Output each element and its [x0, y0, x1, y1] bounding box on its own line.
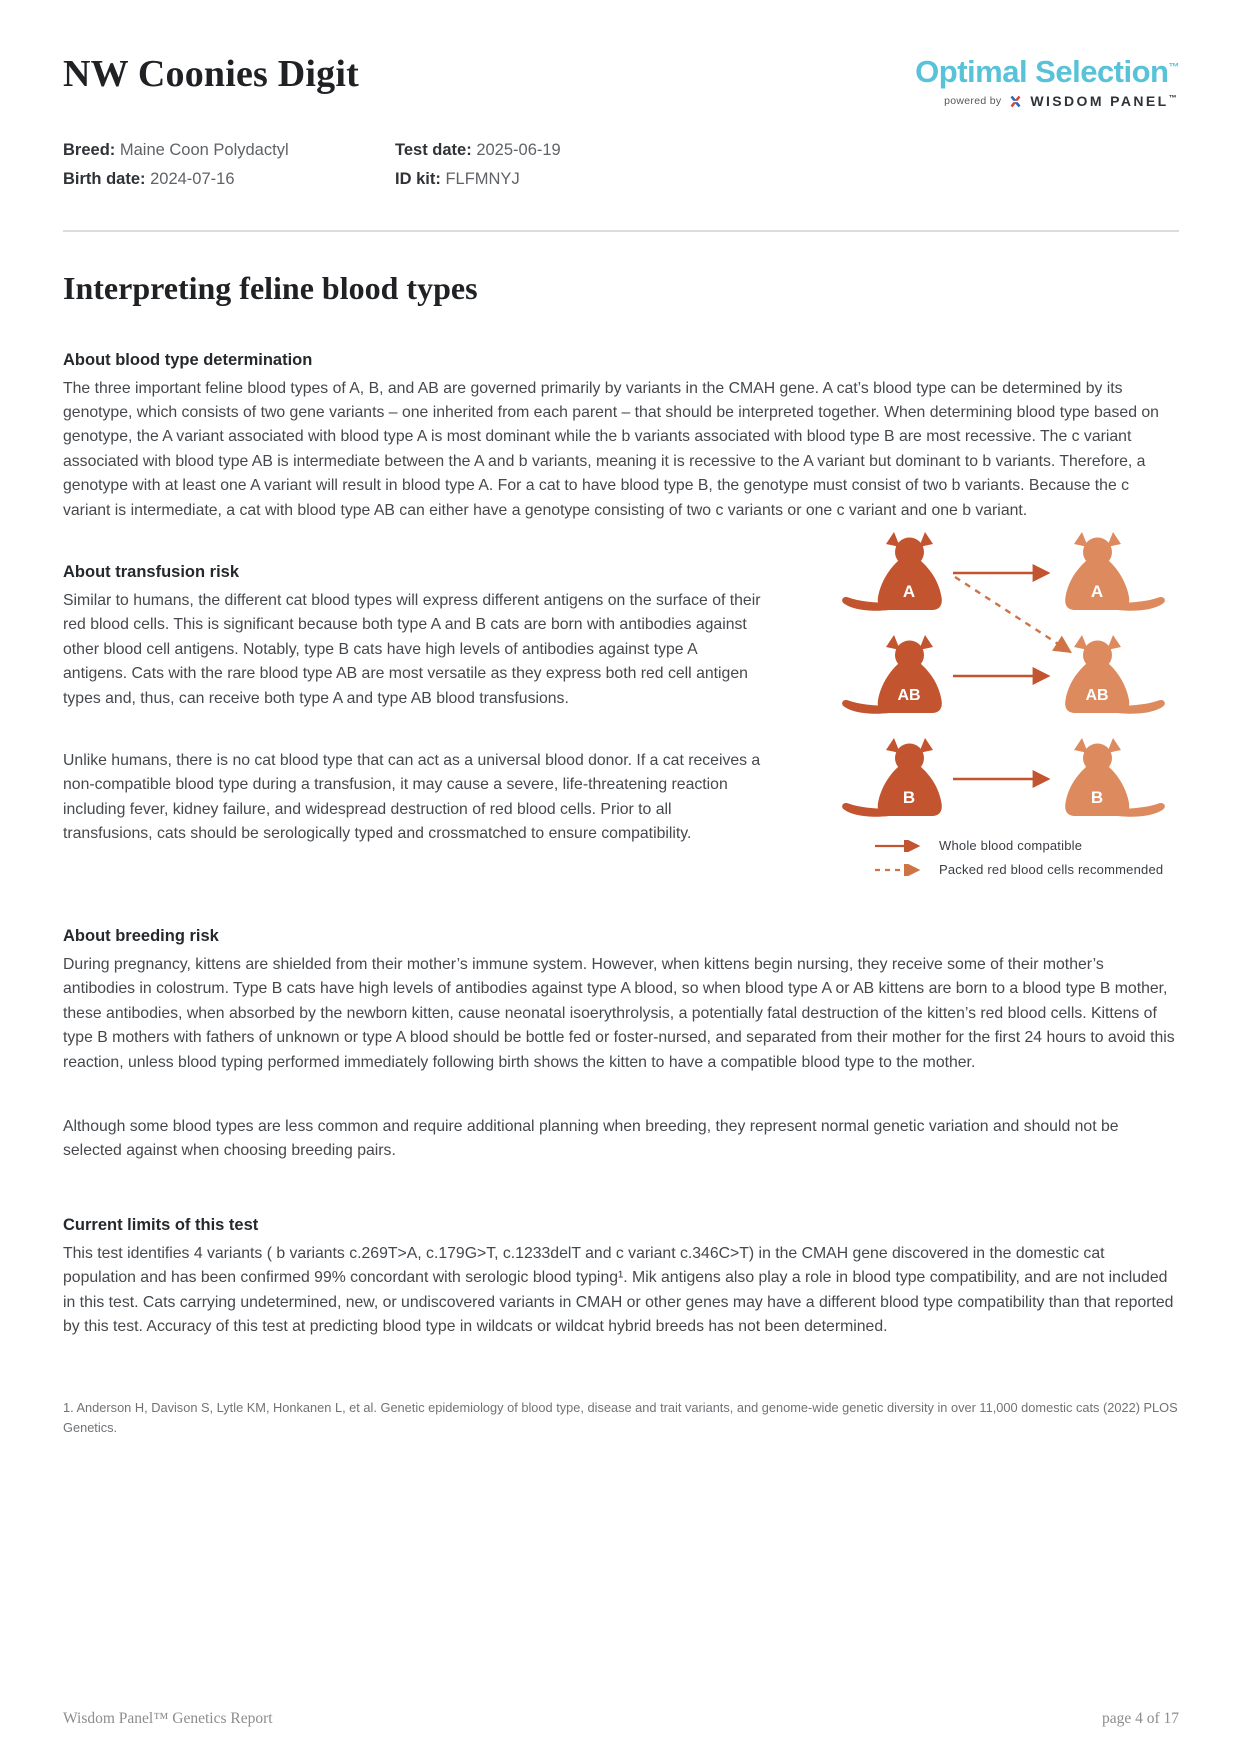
legend-label: Packed red blood cells recommended — [939, 862, 1164, 878]
section-body: During pregnancy, kittens are shielded from their mother’s immune system. However, when kittens begin nursing, they receive some of their mother’s antibodies in colostrum. Type B cats have high levels of antibodies against type A blood, so when blood type A or AB kittens are born to a blood type B mother, these antibodies, when absorbed by the newborn kitten, cause neonatal isoerythrolysis, a potentially fatal destruction of the kitten’s red blood cells. Kittens of type B mothers with fathers of unknown or type A blood should be bottle fed or foster-nursed, and separated from their mother for the first 24 hours to avoid this reaction, unless blood typing performed immediately following birth shows the kitten to have a compatible blood type to the mother. — [63, 956, 1175, 1071]
brand-name-text: Optimal Selection — [915, 54, 1169, 89]
donor-cat-A-label: A — [902, 582, 916, 602]
solid-arrow-icon — [873, 840, 929, 852]
recipient-cat-B — [1065, 738, 1165, 817]
dashed-arrow-A-to-AB — [955, 577, 1069, 651]
brand-trademark: ™ — [1168, 61, 1179, 74]
breed-info — [63, 141, 395, 161]
test-date-label: Test date: — [395, 141, 472, 159]
donor-cat-B — [842, 738, 942, 817]
recipient-cat-B-label: B — [1090, 788, 1104, 808]
breed-value: Maine Coon Polydactyl — [119, 141, 289, 159]
pet-name: NW Coonies Digit — [63, 53, 359, 95]
brand-logo — [915, 52, 1179, 109]
birth-date-info — [63, 170, 395, 190]
recipient-cat-A — [1065, 532, 1165, 611]
recipient-cat-AB-label: AB — [1085, 687, 1109, 705]
wisdom-panel-text: WISDOM PANEL — [1030, 93, 1169, 109]
id-kit-label: ID kit: — [395, 169, 441, 188]
powered-by-label: powered by — [944, 95, 1002, 107]
diagram-legend — [835, 838, 1179, 877]
dashed-arrow-icon — [873, 864, 929, 876]
pet-info — [63, 141, 1179, 190]
report-header — [63, 0, 1179, 109]
section-body: The three important feline blood types of A, B, and AB are governed primarily by variants in the CMAH gene. A cat’s blood type can be determined by its genotype, which consists of two gene variants – one inherited from each parent – that should be interpreted together. When determining blood type based on genotype, the A variant associated with blood type A is most dominant while the b variants associated with blood type B are most recessive. The c variant associated with blood type AB is intermediate between the A and b variants, meaning it is recessive to the A variant but dominant to b variants. Therefore, a genotype with at least one A variant will result in blood type A. For a cat to have blood type B, the genotype must consist of two b variants. Because the c variant is intermediate, a cat with blood type AB can either have a genotype consisting of two c variants or one c variant and one b variant. — [63, 379, 1159, 519]
recipient-cat-AB — [1065, 635, 1165, 714]
header-divider — [63, 230, 1179, 232]
section-heading: About blood type determination — [63, 350, 313, 369]
footnote-citation: 1. Anderson H, Davison S, Lytle KM, Honkanen L, et al. Genetic epidemiology of blood type, disease and trait variants, and genome-wide genetic diversity in over 11,000 domestic cats (2022) PLOS Genetics. — [63, 1399, 1178, 1435]
footer-report-title: Wisdom Panel™ Genetics Report — [63, 1710, 273, 1727]
donor-cat-AB — [842, 635, 942, 714]
section-body: Similar to humans, the different cat blood types will express different antigens on the surface of their red blood cells. This is significant because both type A and B cats are born with antibodies against other blood cell antigens. Notably, type B cats have high levels of antibodies against type A antigens. Cats with the rare blood type AB are most versatile as they express both red cell antigen types and, thus, can receive both type A and type AB blood transfusions. — [63, 592, 761, 707]
wisdom-panel-trademark: ™ — [1168, 93, 1179, 103]
id-kit-info — [395, 170, 1179, 190]
page-footer — [63, 1710, 1179, 1728]
section-current-limits — [63, 1216, 1179, 1340]
page-title: Interpreting feline blood types — [63, 269, 478, 306]
recipient-cat-A-label: A — [1090, 582, 1104, 602]
breed-label: Breed: — [63, 141, 116, 159]
donor-cat-B-label: B — [902, 788, 916, 808]
legend-label: Whole blood compatible — [939, 838, 1083, 854]
section-body: Although some blood types are less common and require additional planning when breeding, they represent normal genetic variation and should not be selected against when choosing breeding pairs. — [63, 1118, 1119, 1160]
cat-transfusion-diagram — [835, 529, 1179, 821]
section-heading: About breeding risk — [63, 927, 219, 946]
donor-cat-A — [842, 532, 942, 611]
test-date-value: 2025-06-19 — [476, 141, 561, 159]
section-transfusion-risk — [63, 563, 1179, 905]
wisdom-panel-icon — [1008, 94, 1023, 109]
birth-date-label: Birth date: — [63, 169, 146, 188]
section-heading: Current limits of this test — [63, 1215, 259, 1234]
birth-date-value: 2024-07-16 — [150, 169, 235, 188]
blood-compatibility-diagram — [835, 529, 1179, 877]
wisdom-panel-label — [1030, 93, 1179, 109]
id-kit-value: FLFMNYJ — [445, 169, 520, 188]
test-date-info — [395, 141, 1179, 161]
section-heading: About transfusion risk — [63, 563, 240, 582]
powered-by-row — [915, 93, 1179, 109]
legend-packed-cells — [873, 862, 1179, 877]
optimal-selection-logo — [915, 56, 1179, 87]
section-body: This test identifies 4 variants ( b variants c.269T>A, c.179G>T, c.1233delT and c variant c.346C>T) in the CMAH gene discovered in the domestic cat population and has been confirmed 99% concordant with serologic blood typing¹. Mik antigens also play a role in blood type compatibility, and are not included in this test. Cats carrying undetermined, new, or undiscovered variants in CMAH or other genes may have a different blood type compatibility than that reported by this test. Accuracy of this test at predicting blood type in wildcats or wildcat hybrid breeds has not been determined. — [63, 1244, 1174, 1336]
section-breeding-risk — [63, 927, 1179, 1164]
transfusion-text-column — [63, 563, 765, 847]
footer-page-number: page 4 of 17 — [1101, 1710, 1179, 1727]
section-blood-type-determination — [63, 351, 1179, 523]
donor-cat-AB-label: AB — [897, 687, 921, 705]
legend-whole-blood — [873, 838, 1179, 853]
section-body: Unlike humans, there is no cat blood type that can act as a universal blood donor. If a cat receives a non-compatible blood type during a transfusion, it may cause a severe, life-threatening reaction including fever, kidney failure, and widespread destruction of red blood cells. Prior to all transfusions, cats should be serologically typed and crossmatched to ensure compatibility. — [63, 752, 761, 843]
